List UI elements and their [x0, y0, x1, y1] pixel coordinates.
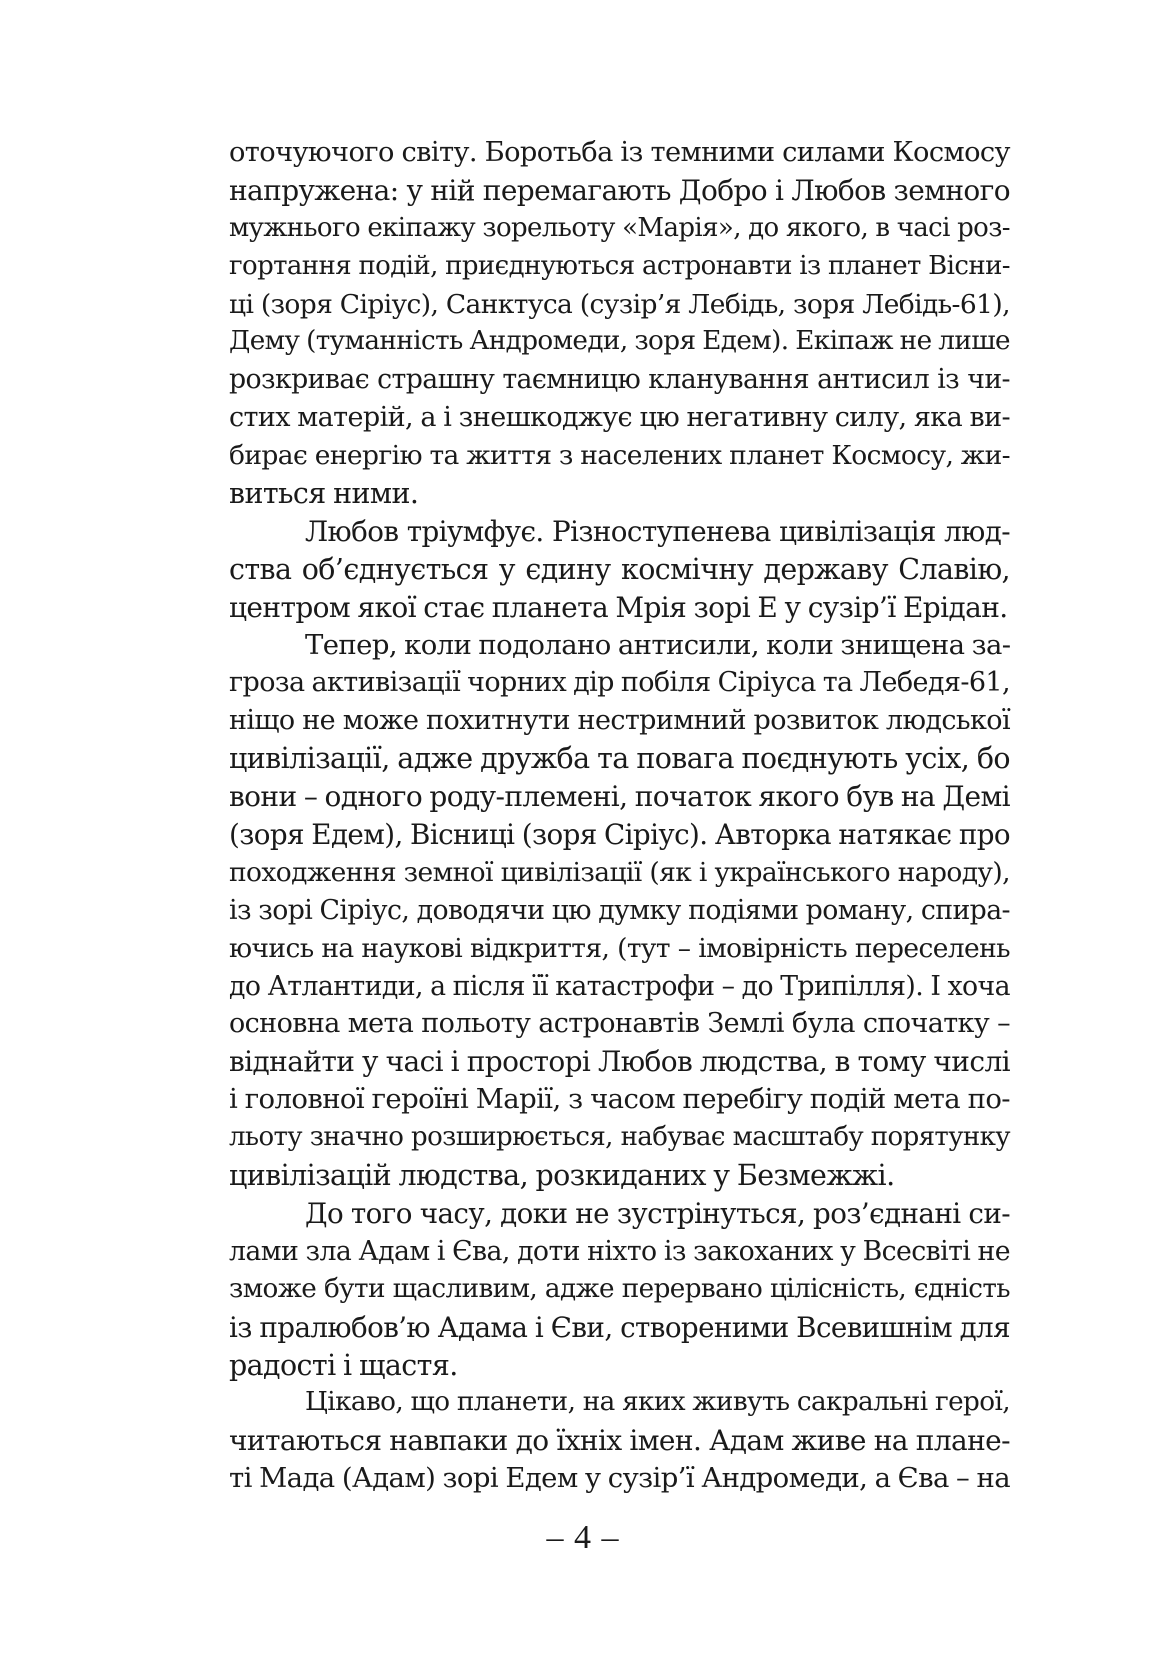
text-line: читаються навпаки до їхніх імен. Адам живе на плане- [229, 1424, 1010, 1458]
text-line: із пралюбов’ю Адама і Єви, створеними Всевишнім для [229, 1310, 1010, 1344]
text-line: лами зла Адам і Єва, доти ніхто із закоханих у Всесвіті не [229, 1235, 1010, 1267]
text-line: походження земної цивілізації (як і українського народу), [229, 856, 1010, 888]
text-line: ніщо не може похитнути нестримний розвиток людської [229, 705, 1010, 737]
text-line: стих матерій, а і знешкоджує цю негативну силу, яка ви- [229, 402, 1010, 434]
text-line: виться ними. [229, 477, 419, 511]
text-line: бирає енергію та життя з населених планет Космосу, жи- [229, 440, 1010, 472]
text-line: до Атлантиди, а після її катастрофи – до Трипілля). І хоча [229, 970, 1010, 1002]
text-line: основна мета польоту астронавтів Землі була спочатку – [229, 1008, 1010, 1040]
text-line: мужнього екіпажу зорельоту «Марія», до якого, в часі роз- [229, 212, 1010, 243]
text-line: ства об’єднується у єдину космічну державу Славію, [229, 552, 1010, 586]
text-line: напружена: у ній перемагають Добро і Любов земного [229, 173, 1010, 207]
text-line: розкриває страшну таємницю кланування антисил із чи- [229, 364, 1010, 396]
text-line: льоту значно розширюється, набуває масштабу порятунку [229, 1122, 1010, 1153]
text-line: ці (зоря Сіріус), Санктуса (сузір’я Лебідь, зоря Лебідь-61), [229, 288, 1010, 320]
text-line: віднайти у часі і просторі Любов людства, в тому числі [229, 1045, 1010, 1079]
text-line: До того часу, доки не зустрінуться, роз’єднані си- [305, 1196, 1010, 1230]
text-line: оточуючого світу. Боротьба із темними силами Космосу [229, 137, 1010, 168]
text-line: гортання подій, приєднуються астронавти із планет Вісни- [229, 250, 1010, 281]
text-line: цивілізацій людства, розкиданих у Безмежжі. [229, 1159, 895, 1193]
text-line: ті Мада (Адам) зорі Едем у сузір’ї Андромеди, а Єва – на [229, 1462, 1010, 1495]
text-line: і головної героїні Марії, з часом перебігу подій мета по- [229, 1083, 1010, 1116]
body-text [229, 134, 1010, 1498]
text-line: Дему (туманність Андромеди, зоря Едем). Екіпаж не лише [229, 326, 1010, 357]
text-line: ючись на наукові відкриття, (тут – імовірність переселень [229, 932, 1010, 964]
text-line: центром якої стає планета Мрія зорі Е у сузір’ї Ерідан. [229, 590, 1008, 624]
text-line: Цікаво, що планети, на яких живуть сакральні герої, [305, 1387, 1010, 1418]
text-line: із зорі Сіріус, доводячи цю думку подіями роману, спира- [229, 894, 1010, 926]
text-line: (зоря Едем), Вісниці (зоря Сіріус). Авторка натякає про [229, 818, 1010, 852]
page-number: – 4 – [546, 1519, 620, 1556]
text-line: зможе бути щасливим, адже перервано цілісність, єдність [229, 1273, 1010, 1304]
text-line: цивілізації, адже дружба та повага поєднують усіх, бо [229, 742, 1010, 776]
text-line: вони – одного роду-племені, початок якого був на Демі [229, 780, 1010, 814]
text-line: гроза активізації чорних дір побіля Сіріуса та Лебедя-61, [229, 667, 1010, 699]
text-line: Тепер, коли подолано антисили, коли знищена за- [305, 628, 1011, 661]
text-line: Любов тріумфує. Різноступенева цивілізація люд- [305, 514, 1010, 548]
text-line: радості і щастя. [229, 1348, 458, 1382]
